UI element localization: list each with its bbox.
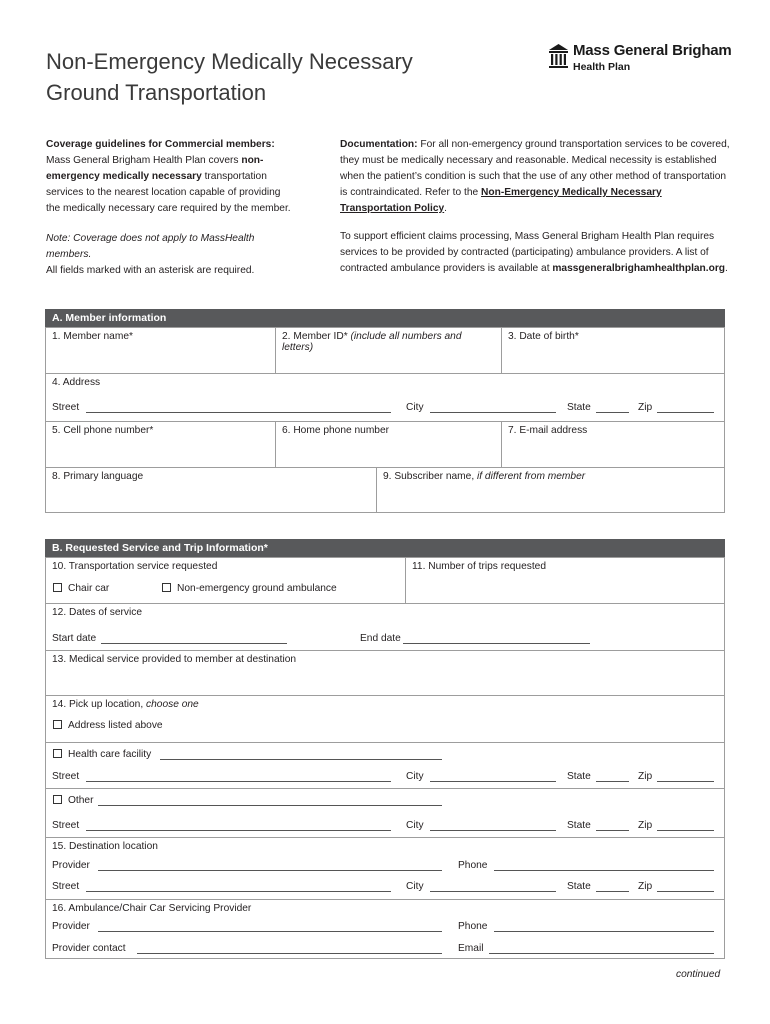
claims-text: To support efficient claims processing, Mass General Brigham Health Plan requires services to be provided by contracted (participating) ambulance providers. A list of contracted ambulance providers is available at massgeneralbrighamhealthplan.org. bbox=[340, 231, 728, 274]
zip-input[interactable] bbox=[657, 412, 714, 413]
zip-input[interactable] bbox=[657, 891, 714, 892]
provider-label: Provider bbox=[52, 921, 90, 932]
required-note: All fields marked with an asterisk are required. bbox=[46, 265, 255, 276]
zip-input[interactable] bbox=[657, 781, 714, 782]
provider-input[interactable] bbox=[98, 870, 442, 871]
health-facility-input[interactable] bbox=[160, 759, 442, 760]
state-label: State bbox=[567, 771, 591, 782]
coverage-guidelines bbox=[46, 137, 296, 279]
state-label: State bbox=[567, 402, 591, 413]
brand-logo bbox=[548, 42, 748, 76]
member-id-field[interactable]: 2. Member ID* (include all numbers and letters) bbox=[275, 327, 502, 374]
other-input[interactable] bbox=[98, 805, 442, 806]
address-above-option[interactable]: Address listed above bbox=[53, 720, 163, 731]
address-field: 4. Address bbox=[45, 373, 725, 422]
email-field[interactable]: 7. E-mail address bbox=[501, 421, 725, 468]
state-input[interactable] bbox=[596, 891, 629, 892]
destination-block: 15. Destination location bbox=[45, 837, 725, 900]
medical-service-field[interactable]: 13. Medical service provided to member at destination bbox=[45, 650, 725, 696]
end-date-input[interactable] bbox=[403, 643, 590, 644]
end-date-label: End date bbox=[360, 633, 401, 644]
city-input[interactable] bbox=[430, 830, 556, 831]
checkbox[interactable] bbox=[53, 749, 62, 758]
provider-label: Provider bbox=[52, 860, 90, 871]
checkbox[interactable] bbox=[53, 795, 62, 804]
cell-phone-field[interactable]: 5. Cell phone number* bbox=[45, 421, 276, 468]
section-b-header: B. Requested Service and Trip Information* bbox=[45, 539, 725, 558]
zip-label: Zip bbox=[638, 881, 653, 892]
home-phone-field[interactable]: 6. Home phone number bbox=[275, 421, 502, 468]
zip-label: Zip bbox=[638, 402, 653, 413]
dates-field: 12. Dates of service bbox=[45, 603, 725, 651]
zip-label: Zip bbox=[638, 771, 653, 782]
street-input[interactable] bbox=[86, 891, 391, 892]
street-label: Street bbox=[52, 820, 80, 831]
checkbox[interactable] bbox=[53, 583, 62, 592]
title-line-1: Non-Emergency Medically Necessary bbox=[46, 49, 413, 74]
phone-label: Phone bbox=[458, 921, 488, 932]
logo-name: Mass General Brigham bbox=[573, 42, 732, 59]
city-input[interactable] bbox=[430, 891, 556, 892]
email-input[interactable] bbox=[489, 953, 714, 954]
start-date-input[interactable] bbox=[101, 643, 287, 644]
phone-input[interactable] bbox=[494, 870, 714, 871]
city-input[interactable] bbox=[430, 412, 556, 413]
provider-input[interactable] bbox=[98, 931, 442, 932]
email-label: Email bbox=[458, 943, 484, 954]
state-input[interactable] bbox=[596, 412, 629, 413]
servicing-provider-block: 16. Ambulance/Chair Car Servicing Provider bbox=[45, 899, 725, 959]
service-type-field: 10. Transportation service requested bbox=[45, 557, 406, 604]
pickup-field: 14. Pick up location, choose one bbox=[45, 695, 725, 743]
start-date-label: Start date bbox=[52, 633, 97, 644]
zip-label: Zip bbox=[638, 820, 653, 831]
city-label: City bbox=[406, 820, 424, 831]
street-label: Street bbox=[52, 881, 80, 892]
continued-label: continued bbox=[676, 969, 721, 980]
subscriber-name-field[interactable]: 9. Subscriber name, if different from member bbox=[376, 467, 725, 513]
provider-contact-label: Provider contact bbox=[52, 943, 126, 954]
city-input[interactable] bbox=[430, 781, 556, 782]
state-label: State bbox=[567, 881, 591, 892]
logo-subtitle: Health Plan bbox=[573, 61, 631, 73]
policy-link[interactable]: Non-Emergency Medically Necessary Transportation Policy bbox=[340, 187, 662, 214]
ambulance-option[interactable]: Non-emergency ground ambulance bbox=[162, 583, 337, 594]
primary-language-field[interactable]: 8. Primary language bbox=[45, 467, 377, 513]
provider-contact-input[interactable] bbox=[137, 953, 442, 954]
checkbox[interactable] bbox=[162, 583, 171, 592]
dob-field[interactable]: 3. Date of birth* bbox=[501, 327, 725, 374]
building-icon bbox=[548, 43, 569, 71]
section-a-header: A. Member information bbox=[45, 309, 725, 328]
other-option[interactable]: Other bbox=[53, 795, 93, 806]
chair-car-option[interactable]: Chair car bbox=[53, 583, 109, 594]
city-label: City bbox=[406, 771, 424, 782]
zip-input[interactable] bbox=[657, 830, 714, 831]
city-label: City bbox=[406, 402, 424, 413]
street-label: Street bbox=[52, 771, 80, 782]
coverage-heading: Coverage guidelines for Commercial members: bbox=[46, 139, 275, 150]
title-line-2: Ground Transportation bbox=[46, 80, 267, 105]
street-label: Street bbox=[52, 402, 80, 413]
state-label: State bbox=[567, 820, 591, 831]
health-facility-option[interactable]: Health care facility bbox=[53, 749, 151, 760]
street-input[interactable] bbox=[86, 830, 391, 831]
phone-label: Phone bbox=[458, 860, 488, 871]
state-input[interactable] bbox=[596, 830, 629, 831]
checkbox[interactable] bbox=[53, 720, 62, 729]
member-name-field[interactable]: 1. Member name* bbox=[45, 327, 276, 374]
city-label: City bbox=[406, 881, 424, 892]
num-trips-field[interactable]: 11. Number of trips requested bbox=[405, 557, 725, 604]
website-link[interactable]: massgeneralbrighamhealthplan.org bbox=[552, 263, 726, 274]
page-title bbox=[46, 46, 516, 108]
street-input[interactable] bbox=[86, 781, 391, 782]
coverage-text: Mass General Brigham Health Plan covers non-emergency medically necessary transportation services to the nearest location capable of providing the medically necessary care required by the member. bbox=[46, 155, 291, 214]
documentation-section bbox=[340, 137, 730, 277]
documentation-text: Documentation: For all non-emergency ground transportation services to be covered, they must be medically necessary and reasonable. Medical necessity is established when the patient’s condition is such that the use of any other method of transportation is contraindicated. Refer to the Non-Emergency Medically Necessary Transportation Policy. bbox=[340, 139, 730, 214]
phone-input[interactable] bbox=[494, 931, 714, 932]
state-input[interactable] bbox=[596, 781, 629, 782]
coverage-note: Note: Coverage does not apply to MassHealth members. bbox=[46, 233, 255, 260]
street-input[interactable] bbox=[86, 412, 391, 413]
